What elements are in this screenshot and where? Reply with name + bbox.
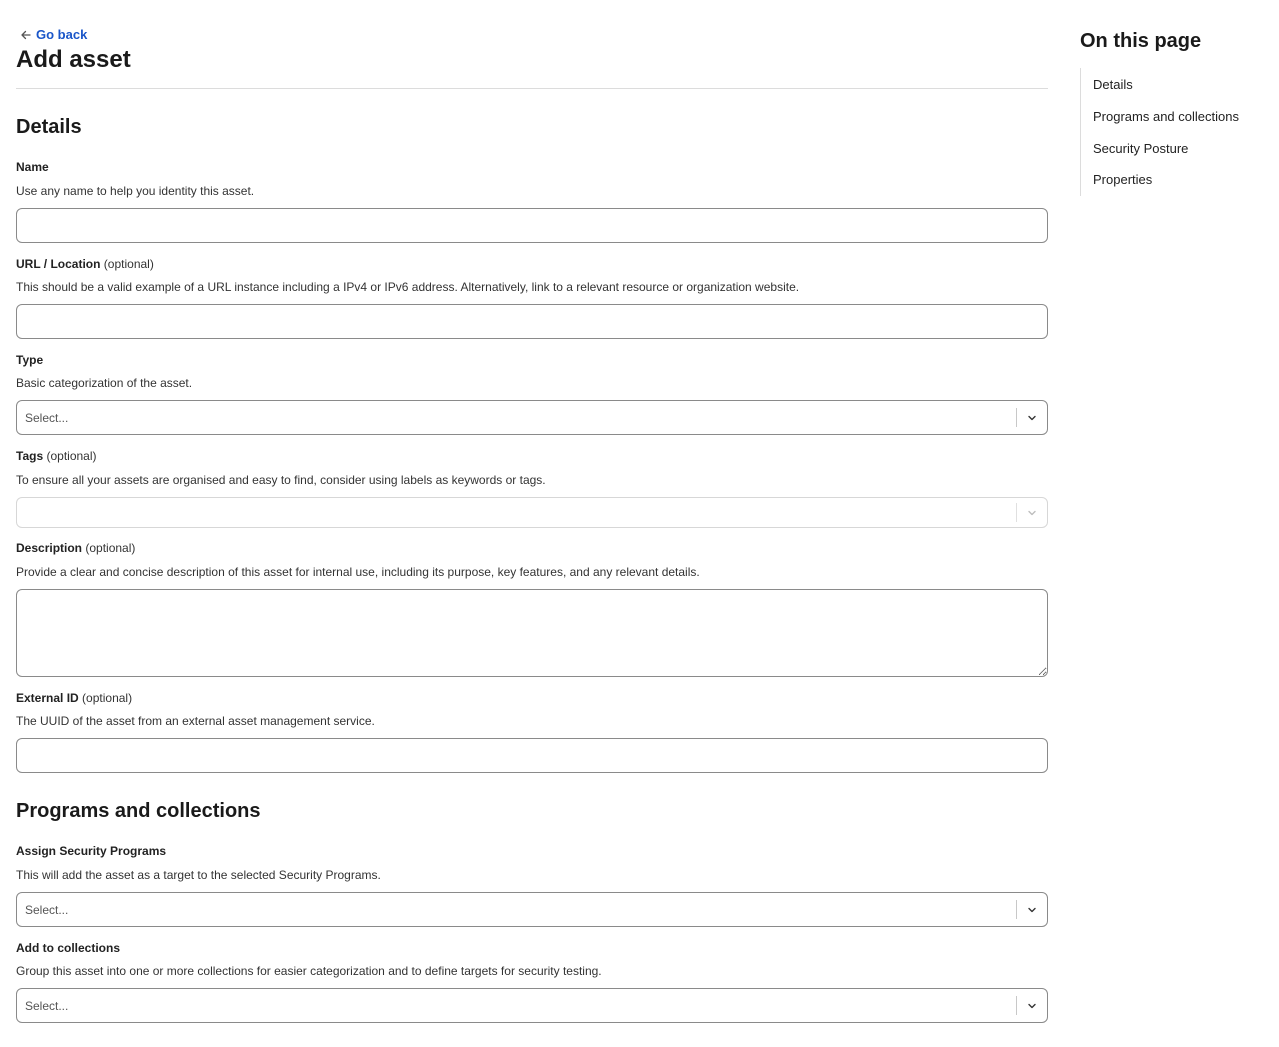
external-id-label	[16, 691, 132, 705]
toc-item-details[interactable]: Details	[1093, 77, 1133, 92]
type-select-placeholder: Select...	[25, 410, 69, 425]
header-divider	[16, 88, 1048, 89]
toc-item-security-posture[interactable]: Security Posture	[1093, 141, 1189, 156]
url-help: This should be a valid example of a URL instance including a IPv4 or IPv6 address. Alternatively, link to a relevant resource or organization website.	[16, 280, 800, 294]
external-id-help: The UUID of the asset from an external asset management service.	[16, 714, 375, 728]
tags-label-text: Tags	[16, 449, 44, 463]
name-label-text: Name	[16, 160, 49, 174]
security-programs-label	[16, 844, 166, 858]
toc-item-programs[interactable]: Programs and collections	[1093, 109, 1239, 124]
type-select[interactable]	[16, 400, 1048, 435]
toc-title: On this page	[1080, 30, 1202, 52]
url-label-text: URL / Location	[16, 257, 101, 271]
external-id-label-text: External ID	[16, 691, 79, 705]
chevron-down-icon	[1027, 1001, 1037, 1011]
tags-label	[16, 449, 97, 463]
description-optional: (optional)	[85, 541, 136, 555]
tags-select	[16, 497, 1048, 528]
security-programs-help: This will add the asset as a target to the selected Security Programs.	[16, 868, 381, 882]
type-label	[16, 353, 43, 367]
url-optional: (optional)	[103, 257, 154, 271]
collections-placeholder: Select...	[25, 998, 69, 1013]
go-back-link[interactable]	[20, 27, 87, 42]
security-programs-placeholder: Select...	[25, 902, 69, 917]
toc-item-properties[interactable]: Properties	[1093, 172, 1153, 187]
name-label	[16, 160, 49, 174]
security-programs-select[interactable]	[16, 892, 1048, 927]
type-help: Basic categorization of the asset.	[16, 376, 193, 390]
security-programs-label-text: Assign Security Programs	[16, 844, 167, 858]
url-label	[16, 257, 154, 271]
type-label-text: Type	[16, 353, 44, 367]
tags-help: To ensure all your assets are organised and easy to find, consider using labels as keywords or tags.	[16, 473, 546, 487]
description-label	[16, 541, 135, 555]
tags-dropdown-toggle	[1017, 508, 1047, 518]
chevron-down-icon	[1027, 508, 1037, 518]
url-input[interactable]	[16, 304, 1048, 339]
collections-select[interactable]	[16, 988, 1048, 1023]
page-title: Add asset	[16, 46, 131, 73]
external-id-input[interactable]	[16, 738, 1048, 773]
description-label-text: Description	[16, 541, 83, 555]
collections-dropdown-toggle[interactable]	[1017, 1001, 1047, 1011]
collections-label	[16, 941, 120, 955]
collections-help: Group this asset into one or more collections for easier categorization and to define targets for security testing.	[16, 964, 602, 978]
description-textarea[interactable]	[16, 589, 1048, 677]
toc-list	[1080, 68, 1270, 196]
go-back-label[interactable]: Go back	[36, 27, 88, 42]
chevron-down-icon	[1027, 905, 1037, 915]
security-programs-dropdown-toggle[interactable]	[1017, 905, 1047, 915]
name-help: Use any name to help you identity this asset.	[16, 184, 255, 198]
type-dropdown-toggle[interactable]	[1017, 413, 1047, 423]
section-title-details: Details	[16, 116, 82, 138]
collections-label-text: Add to collections	[16, 941, 121, 955]
description-help: Provide a clear and concise description of this asset for internal use, including its purpose, key features, and any relevant details.	[16, 565, 700, 579]
arrow-left-icon	[20, 29, 32, 41]
tags-optional: (optional)	[46, 449, 97, 463]
section-title-programs: Programs and collections	[16, 800, 261, 822]
name-input[interactable]	[16, 208, 1048, 243]
chevron-down-icon	[1027, 413, 1037, 423]
external-id-optional: (optional)	[82, 691, 133, 705]
